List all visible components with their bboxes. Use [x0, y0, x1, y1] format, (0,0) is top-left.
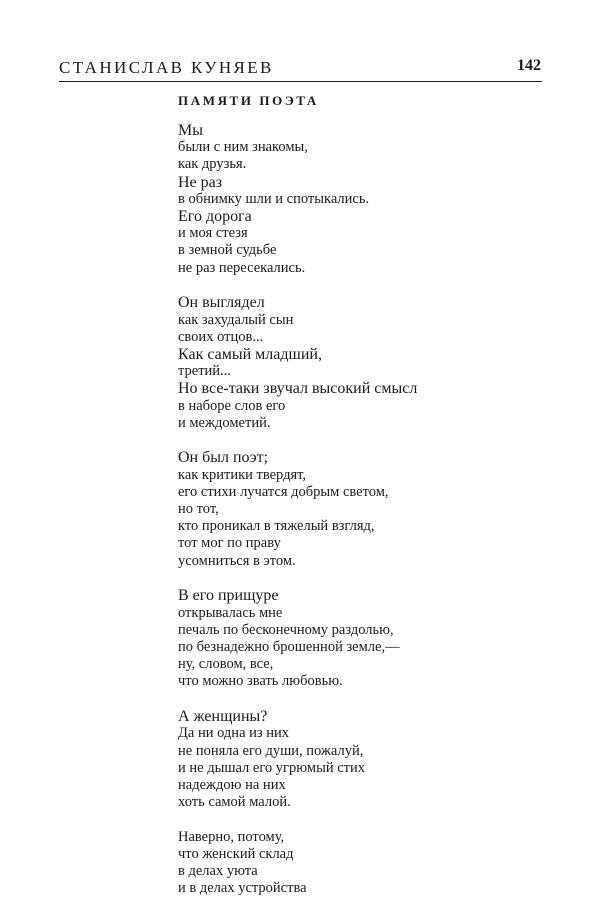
poem-line: Он выглядел — [178, 294, 265, 312]
header-rule — [59, 81, 542, 82]
poem-line: его стихи лучатся добрым светом, — [178, 483, 389, 500]
poem-line: тот мог по праву — [178, 535, 281, 552]
poem-line: что можно звать любовью. — [178, 673, 343, 690]
poem-line: не раз пересекались. — [178, 259, 306, 276]
stanza-2 — [178, 294, 478, 432]
poem-line: не поняла его души, пожалуй, — [178, 742, 364, 759]
poem-line: Как самый младший, — [178, 345, 322, 363]
poem-line: Он был поэт; — [178, 449, 269, 467]
poem-line: и в делах устройства — [178, 880, 307, 897]
poem-line: по безнадежно брошенной земле,— — [178, 638, 400, 655]
stanza-3 — [178, 449, 478, 569]
poem-line: в обнимку шли и спотыкались. — [178, 190, 370, 207]
poem-line: Не раз — [178, 173, 223, 191]
poem-line: хоть самой малой. — [178, 794, 291, 811]
running-head-author: СТАНИСЛАВ КУНЯЕВ — [59, 58, 274, 77]
poem-line: печаль по бесконечному раздолью, — [178, 621, 394, 638]
poem-line: как захудалый сын — [178, 311, 294, 328]
poem-line: что женский склад — [178, 846, 294, 863]
poem-line: кто проникал в тяжелый взгляд, — [178, 518, 375, 535]
page-number: 142 — [517, 57, 541, 74]
poem-line: Мы — [178, 122, 203, 139]
poem-line: как друзья. — [178, 156, 247, 173]
poem-line: своих отцов... — [178, 328, 264, 345]
poem-line: Наверно, потому, — [178, 828, 285, 845]
poem-line: Но все-таки звучал высокий смысл — [178, 380, 418, 398]
poem-line: и междометий. — [178, 414, 271, 431]
poem-line: в земной судьбе — [178, 242, 277, 259]
poem-line: усомниться в этом. — [178, 552, 296, 569]
poem-line: ну, словом, все, — [178, 656, 274, 673]
poem-line: и не дышал его угрюмый стих — [178, 759, 365, 776]
poem-line: В его прищуре — [178, 587, 279, 605]
poem-line: были с ним знакомы, — [178, 139, 308, 156]
poem-line: надеждою на них — [178, 776, 286, 793]
stanza-1 — [178, 122, 478, 277]
poem-line: но тот, — [178, 501, 219, 518]
poem-title: ПАМЯТИ ПОЭТА — [178, 93, 319, 108]
poem-line: и моя стезя — [178, 225, 248, 242]
stanza-4 — [178, 587, 478, 690]
stanza-6 — [178, 829, 478, 898]
poem-line: в делах уюта — [178, 863, 258, 880]
poem-line: как критики твердят, — [178, 466, 307, 483]
poem-line: открывалась мне — [178, 604, 283, 621]
poem-line: третий... — [178, 363, 231, 380]
stanza-5 — [178, 708, 478, 811]
poem-line: Да ни одна из них — [178, 725, 290, 742]
poem — [178, 92, 478, 915]
poem-line: А женщины? — [178, 708, 268, 726]
poem-line: Его дорога — [178, 208, 252, 226]
poem-line: в наборе слов его — [178, 397, 286, 414]
